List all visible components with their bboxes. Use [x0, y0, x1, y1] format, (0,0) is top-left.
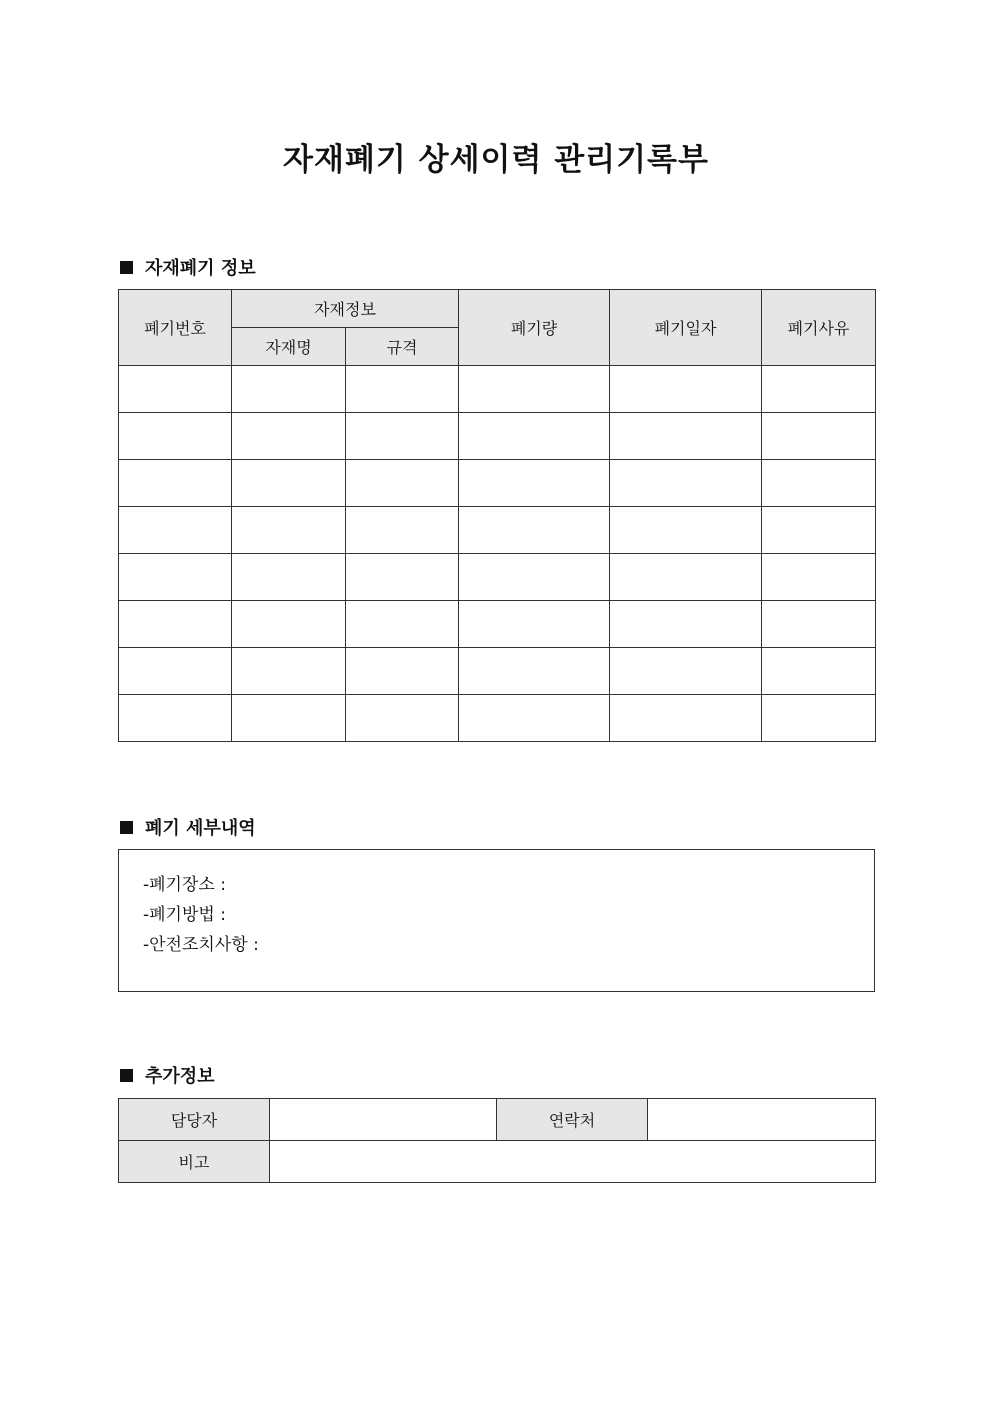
table-cell[interactable]	[119, 413, 232, 460]
manager-label: 담당자	[119, 1099, 270, 1141]
table-cell[interactable]	[119, 601, 232, 648]
table-cell[interactable]	[610, 554, 762, 601]
square-bullet-icon	[120, 1069, 133, 1082]
table-row	[119, 695, 876, 742]
table-cell[interactable]	[119, 648, 232, 695]
table-cell[interactable]	[232, 554, 346, 601]
table-cell[interactable]	[346, 695, 459, 742]
disposal-method-line: -폐기방법 :	[143, 905, 226, 925]
table-cell[interactable]	[610, 601, 762, 648]
header-spec: 규격	[346, 328, 459, 366]
table-cell[interactable]	[346, 413, 459, 460]
table-cell[interactable]	[762, 648, 876, 695]
table-cell[interactable]	[459, 366, 610, 413]
disposal-details-box[interactable]	[118, 849, 875, 992]
remarks-value-cell[interactable]	[270, 1141, 876, 1183]
table-cell[interactable]	[346, 601, 459, 648]
section-heading-label: 추가정보	[145, 1066, 215, 1087]
table-cell[interactable]	[459, 413, 610, 460]
table-cell[interactable]	[232, 460, 346, 507]
table-cell[interactable]	[459, 460, 610, 507]
table-cell[interactable]	[346, 366, 459, 413]
disposal-info-body	[119, 366, 876, 742]
table-cell[interactable]	[346, 507, 459, 554]
table-row	[119, 460, 876, 507]
table-cell[interactable]	[459, 695, 610, 742]
header-material-info: 자재정보	[232, 290, 459, 328]
table-cell[interactable]	[762, 601, 876, 648]
header-quantity: 폐기량	[459, 290, 610, 366]
section-heading-disposal-info	[120, 254, 256, 280]
additional-info-table	[118, 1098, 876, 1183]
disposal-location-line: -폐기장소 :	[143, 875, 226, 895]
table-cell[interactable]	[459, 601, 610, 648]
table-cell[interactable]	[346, 648, 459, 695]
table-cell[interactable]	[119, 695, 232, 742]
table-cell[interactable]	[119, 507, 232, 554]
table-row	[119, 413, 876, 460]
table-cell[interactable]	[610, 648, 762, 695]
table-cell[interactable]	[459, 648, 610, 695]
table-row	[119, 366, 876, 413]
table-cell[interactable]	[762, 695, 876, 742]
section-heading-disposal-details	[120, 814, 256, 840]
table-row	[119, 507, 876, 554]
table-cell[interactable]	[762, 507, 876, 554]
table-row	[119, 554, 876, 601]
square-bullet-icon	[120, 821, 133, 834]
page-title: 자재폐기 상세이력 관리기록부	[283, 142, 709, 178]
manager-value-cell[interactable]	[270, 1099, 497, 1141]
table-cell[interactable]	[232, 366, 346, 413]
table-cell[interactable]	[610, 695, 762, 742]
table-cell[interactable]	[232, 413, 346, 460]
section-heading-label: 폐기 세부내역	[145, 818, 256, 839]
table-cell[interactable]	[232, 648, 346, 695]
disposal-info-table	[118, 289, 876, 742]
section-heading-additional-info	[120, 1062, 215, 1088]
contact-label: 연락처	[497, 1099, 648, 1141]
table-cell[interactable]	[610, 507, 762, 554]
table-cell[interactable]	[119, 554, 232, 601]
square-bullet-icon	[120, 261, 133, 274]
header-disposal-no: 폐기번호	[119, 290, 232, 366]
table-row	[119, 648, 876, 695]
table-cell[interactable]	[610, 413, 762, 460]
table-cell[interactable]	[762, 366, 876, 413]
header-date: 폐기일자	[610, 290, 762, 366]
header-material-name: 자재명	[232, 328, 346, 366]
table-cell[interactable]	[119, 366, 232, 413]
contact-value-cell[interactable]	[648, 1099, 876, 1141]
table-cell[interactable]	[459, 554, 610, 601]
section-heading-label: 자재폐기 정보	[145, 258, 256, 279]
table-cell[interactable]	[762, 413, 876, 460]
table-row	[119, 601, 876, 648]
table-cell[interactable]	[610, 366, 762, 413]
table-cell[interactable]	[762, 554, 876, 601]
safety-measures-line: -안전조치사항 :	[143, 935, 259, 955]
table-cell[interactable]	[232, 507, 346, 554]
header-reason: 폐기사유	[762, 290, 876, 366]
table-cell[interactable]	[762, 460, 876, 507]
table-cell[interactable]	[119, 460, 232, 507]
remarks-label: 비고	[119, 1141, 270, 1183]
table-cell[interactable]	[346, 554, 459, 601]
table-cell[interactable]	[232, 601, 346, 648]
table-cell[interactable]	[610, 460, 762, 507]
table-cell[interactable]	[346, 460, 459, 507]
table-cell[interactable]	[459, 507, 610, 554]
table-cell[interactable]	[232, 695, 346, 742]
